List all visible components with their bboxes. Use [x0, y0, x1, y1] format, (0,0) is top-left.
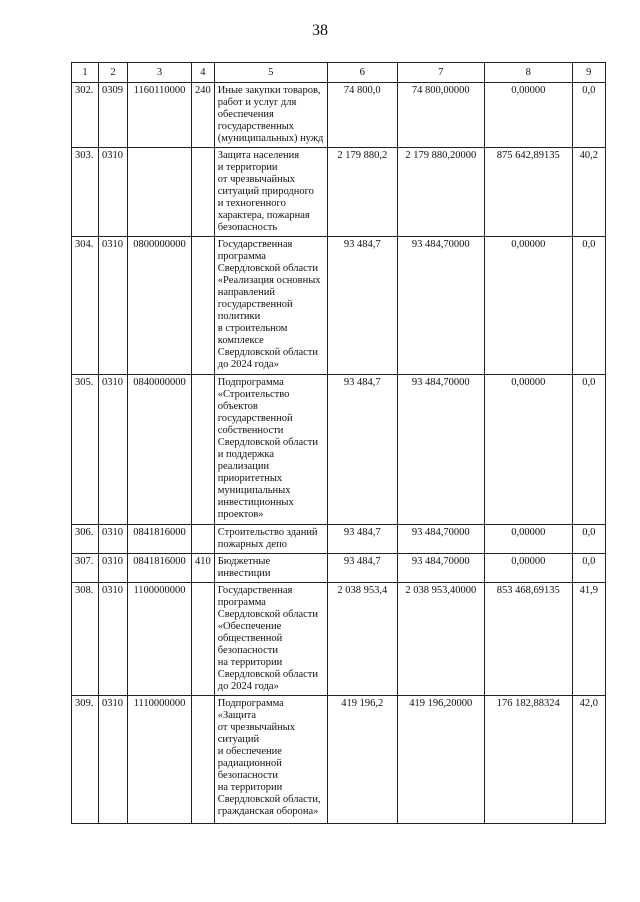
- table-row: [72, 375, 606, 525]
- row-number-cell: 305.: [72, 375, 99, 525]
- percent-cell: 0,0: [572, 554, 605, 583]
- column-header: 2: [99, 63, 128, 83]
- percent-cell: 0,0: [572, 83, 605, 148]
- expense-kind-cell: [192, 696, 215, 824]
- expense-kind-cell: [192, 583, 215, 696]
- expense-kind-cell: [192, 148, 215, 237]
- table-row: [72, 554, 606, 583]
- approved-amount-cell: 2 179 880,2: [327, 148, 397, 237]
- refined-amount-cell: 74 800,00000: [397, 83, 484, 148]
- target-article-cell: 0841816000: [128, 525, 192, 554]
- approved-amount-cell: 93 484,7: [327, 525, 397, 554]
- target-article-cell: 1160110000: [128, 83, 192, 148]
- refined-amount-cell: 419 196,20000: [397, 696, 484, 824]
- section-code-cell: 0310: [99, 375, 128, 525]
- section-code-cell: 0310: [99, 237, 128, 375]
- column-header: 3: [128, 63, 192, 83]
- percent-cell: 0,0: [572, 375, 605, 525]
- table-header-row: [72, 63, 606, 83]
- approved-amount-cell: 419 196,2: [327, 696, 397, 824]
- percent-cell: 40,2: [572, 148, 605, 237]
- row-number-cell: 306.: [72, 525, 99, 554]
- section-code-cell: 0310: [99, 148, 128, 237]
- executed-amount-cell: 875 642,89135: [484, 148, 572, 237]
- executed-amount-cell: 853 468,69135: [484, 583, 572, 696]
- table-row: [72, 237, 606, 375]
- percent-cell: 0,0: [572, 237, 605, 375]
- approved-amount-cell: 93 484,7: [327, 375, 397, 525]
- column-header: 7: [397, 63, 484, 83]
- expense-kind-cell: [192, 525, 215, 554]
- column-header: 8: [484, 63, 572, 83]
- row-number-cell: 308.: [72, 583, 99, 696]
- approved-amount-cell: 93 484,7: [327, 237, 397, 375]
- column-header: 9: [572, 63, 605, 83]
- percent-cell: 41,9: [572, 583, 605, 696]
- executed-amount-cell: 0,00000: [484, 83, 572, 148]
- target-article-cell: [128, 148, 192, 237]
- target-article-cell: 0840000000: [128, 375, 192, 525]
- approved-amount-cell: 74 800,0: [327, 83, 397, 148]
- refined-amount-cell: 93 484,70000: [397, 554, 484, 583]
- percent-cell: 42,0: [572, 696, 605, 824]
- target-article-cell: 1100000000: [128, 583, 192, 696]
- approved-amount-cell: 93 484,7: [327, 554, 397, 583]
- section-code-cell: 0310: [99, 696, 128, 824]
- executed-amount-cell: 176 182,88324: [484, 696, 572, 824]
- item-name-cell: Иные закупки товаров, работ и услуг для обеспечения государственных (муниципальных) нужд: [214, 83, 327, 148]
- expense-kind-cell: 410: [192, 554, 215, 583]
- approved-amount-cell: 2 038 953,4: [327, 583, 397, 696]
- table-row: [72, 148, 606, 237]
- column-header: 1: [72, 63, 99, 83]
- row-number-cell: 309.: [72, 696, 99, 824]
- expense-kind-cell: [192, 237, 215, 375]
- row-number-cell: 307.: [72, 554, 99, 583]
- expense-kind-cell: 240: [192, 83, 215, 148]
- target-article-cell: 0800000000: [128, 237, 192, 375]
- item-name-cell: Государственная программа Свердловской области «Обеспечение общественной безопасности на территории Свердловской области до 2024 года»: [214, 583, 327, 696]
- section-code-cell: 0310: [99, 554, 128, 583]
- budget-table: [71, 62, 606, 824]
- refined-amount-cell: 93 484,70000: [397, 525, 484, 554]
- section-code-cell: 0309: [99, 83, 128, 148]
- executed-amount-cell: 0,00000: [484, 375, 572, 525]
- item-name-cell: Бюджетные инвестиции: [214, 554, 327, 583]
- refined-amount-cell: 93 484,70000: [397, 375, 484, 525]
- percent-cell: 0,0: [572, 525, 605, 554]
- row-number-cell: 302.: [72, 83, 99, 148]
- column-header: 5: [214, 63, 327, 83]
- refined-amount-cell: 2 038 953,40000: [397, 583, 484, 696]
- page-number: 38: [312, 22, 328, 39]
- item-name-cell: Государственная программа Свердловской области «Реализация основных направлений государственной политики в строительном комплексе Свердловской области до 2024 года»: [214, 237, 327, 375]
- table-row: [72, 696, 606, 824]
- row-number-cell: 304.: [72, 237, 99, 375]
- item-name-cell: Строительство зданий пожарных депо: [214, 525, 327, 554]
- executed-amount-cell: 0,00000: [484, 554, 572, 583]
- column-header: 4: [192, 63, 215, 83]
- item-name-cell: Подпрограмма «Строительство объектов государственной собственности Свердловской области и поддержка реализации приоритетных муниципальных инвестиционных проектов»: [214, 375, 327, 525]
- target-article-cell: 0841816000: [128, 554, 192, 583]
- executed-amount-cell: 0,00000: [484, 237, 572, 375]
- refined-amount-cell: 2 179 880,20000: [397, 148, 484, 237]
- table-row: [72, 583, 606, 696]
- section-code-cell: 0310: [99, 525, 128, 554]
- item-name-cell: Защита населения и территории от чрезвычайных ситуаций природного и техногенного характера, пожарная безопасность: [214, 148, 327, 237]
- column-header: 6: [327, 63, 397, 83]
- expense-kind-cell: [192, 375, 215, 525]
- table-row: [72, 525, 606, 554]
- section-code-cell: 0310: [99, 583, 128, 696]
- executed-amount-cell: 0,00000: [484, 525, 572, 554]
- item-name-cell: Подпрограмма «Защита от чрезвычайных ситуаций и обеспечение радиационной безопасности на территории Свердловской области, гражданская оборона»: [214, 696, 327, 824]
- row-number-cell: 303.: [72, 148, 99, 237]
- table-row: [72, 83, 606, 148]
- target-article-cell: 1110000000: [128, 696, 192, 824]
- refined-amount-cell: 93 484,70000: [397, 237, 484, 375]
